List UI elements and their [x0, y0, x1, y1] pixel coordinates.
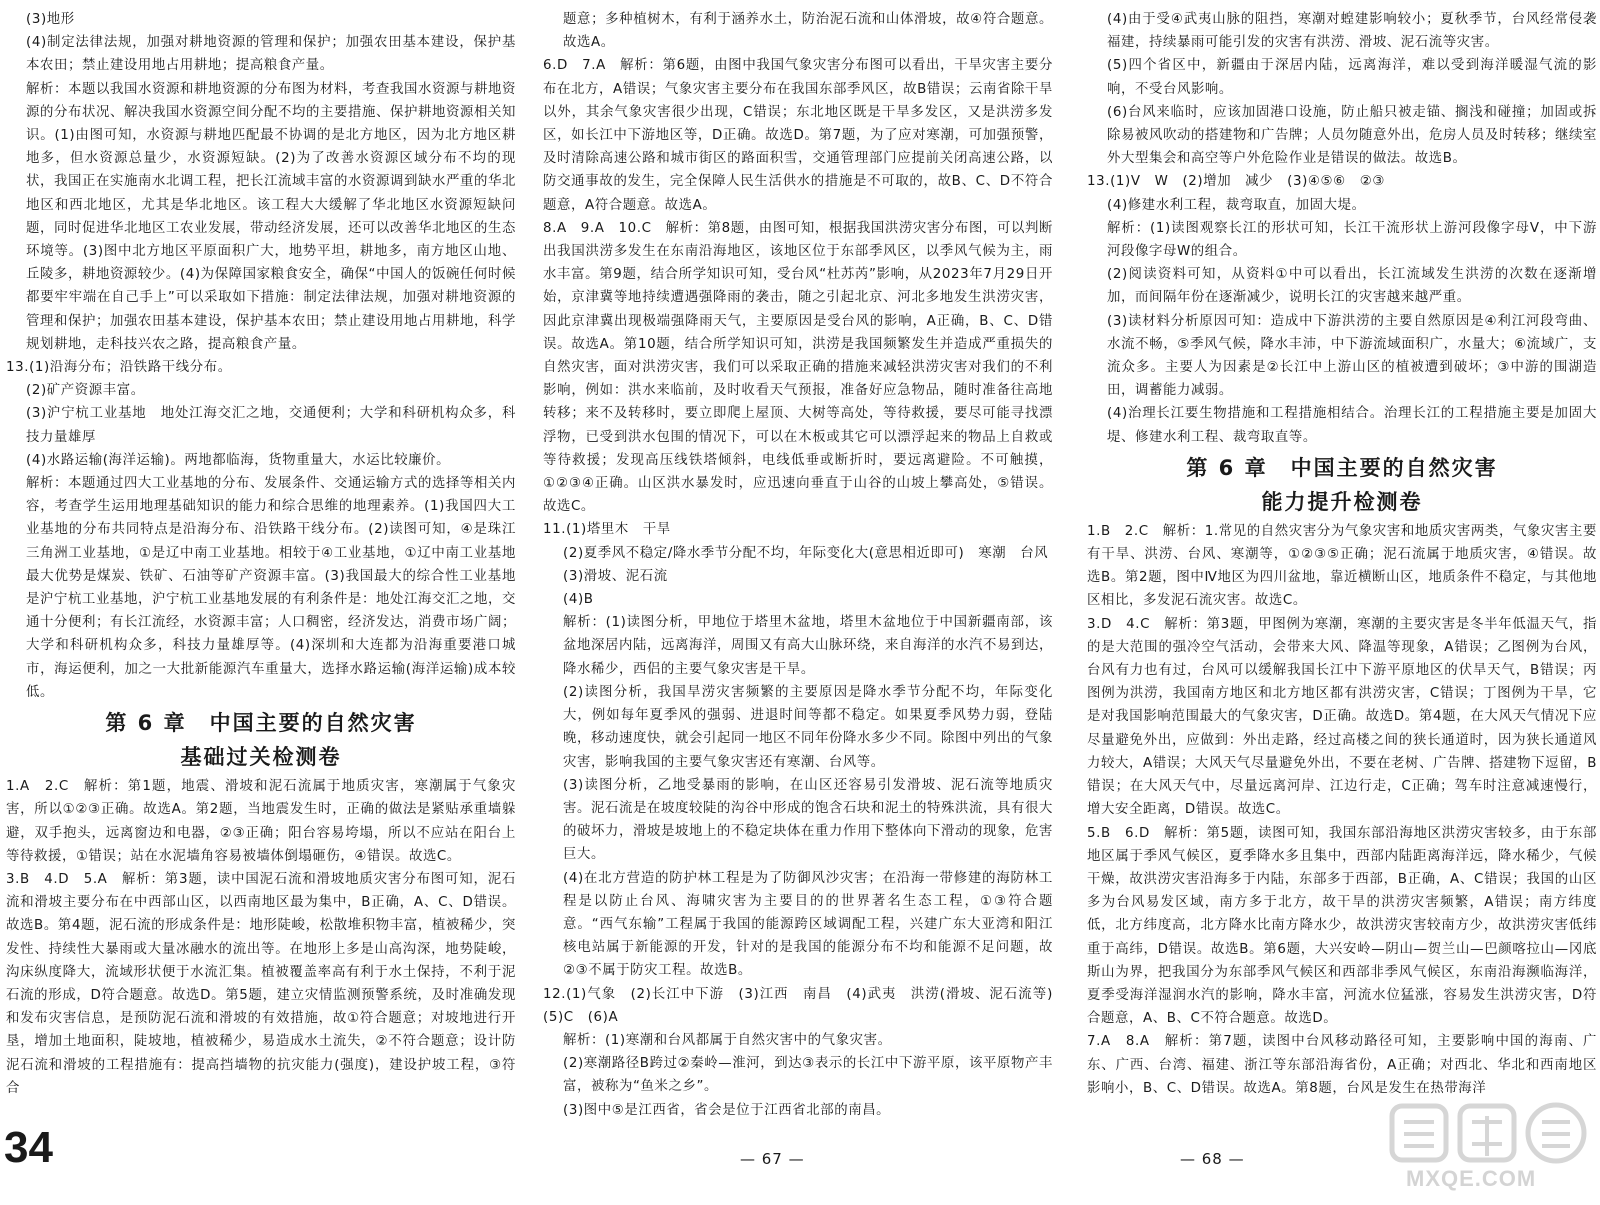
paragraph: (3)地形: [26, 12, 75, 27]
paragraph: 解析：本题以我国水资源和耕地资源的分布图为材料，考查我国水资源与耕地资源的分布状况、解决我国水资源空间分配不均的主要措施、保护耕地资源相关知识。(1)由图可知，水资源与耕地匹配最不协调的是北方地区，因为北方地区耕地多，但水资源总量少，水资源短缺。(2)为了改善水资源区域分布不均的现状，我国正在实施南水北调工程，把长江流域丰富的水资源调到缺水严重的华北地区和西北地区，尤其是华北地区。该工程大大缓解了华北地区水资源短缺问题，同时促进华北地区工农业发展，带动经济发展，还可以改善华北地区的生态环境等。(3)图中北方地区平原面积广大，地势平坦，耕地多，南方地区山地、丘陵多，耕地资源较少。(4)为保障国家粮食安全，确保“中国人的饭碗任何时候都要牢牢端在自己手上”可以采取如下措施：制定法律法规，加强对耕地资源的管理和保护；加强农田基本建设，保护基本农田；禁止建设用地占用耕地，科学规划耕地，走科技兴农之路，提高粮食产量。: [26, 81, 516, 352]
paragraph: (3)沪宁杭工业基地 地处江海交汇之地，交通便利；大学和科研机构众多，科技力量雄厚: [26, 406, 516, 445]
page-folio-67: — 67 —: [740, 1150, 805, 1168]
page-folio-68: — 68 —: [1180, 1150, 1245, 1168]
paragraph: 5.B 6.D 解析：第5题，读图可知，我国东部沿海地区洪涝灾害较多，由于东部地区属于季风气候区，夏季降水多且集中，西部内陆距离海洋远，降水稀少，气候干燥，故洪涝灾害沿海多于内陆，东部多于西部，B正确，A、C错误；我国的山区多为台风易发区域，南方多于北方，故干旱的洪涝灾害频繁，A错误；南方纬度低，北方纬度高，北方降水比南方降水少，故洪涝灾害较南方少，故洪涝灾害低纬重于高纬，D错误。故选B。第6题，大兴安岭—阴山—贺兰山—巴颜喀拉山—冈底斯山为界，把我国分为东部季风气候区和西部非季风气候区，东南沿海濒临海洋，夏季受海洋湿润水汽的影响，降水丰富，河流水位猛涨，容易发生洪涝灾害，D符合题意，A、B、C不符合题意。故选D。: [1087, 825, 1597, 1027]
right-column: [1087, 8, 1597, 1138]
paragraph: 8.A 9.A 10.C 解析：第8题，由图可知，根据我国洪涝灾害分布图，可以判断出我国洪涝多发生在东南沿海地区，该地区位于东部季风区，以季风气候为主，雨水丰富。第9题，结合所学知识可知，受台风“杜苏芮”影响，从2023年7月29日开始，京津冀等地持续遭遇强降雨的袭击，随之引起北京、河北多地发生洪涝灾害，因此京津冀出现极端强降雨天气，主要原因是受台风的影响，A正确，B、C、D错误。故选A。第10题，结合所学知识可知，洪涝是我国频繁发生并造成严重损失的自然灾害，面对洪涝灾害，我们可以采取正确的措施来减轻洪涝灾害对我们的不利影响，例如：洪水来临前，及时收看天气预报，准备好应急物品，随时准备往高地转移；来不及转移时，要立即爬上屋顶、大树等高处，等待救援，要尽可能寻找漂浮物，已受到洪水包围的情况下，可以在木板或其它可以漂浮起来的物品上自救或等待救援；发现高压线铁塔倾斜，电线低垂或断折时，要远离避险。不可触摸，①②③④正确。山区洪水暴发时，应迅速向垂直于山谷的山坡上攀高处，⑤错误。故选C。: [543, 220, 1053, 515]
paragraph: 1.B 2.C 解析：1.常见的自然灾害分为气象灾害和地质灾害两类，气象灾害主要有干旱、洪涝、台风、寒潮等，①②③⑤正确；泥石流属于地质灾害，④错误。故选B。第2题，图中Ⅳ地区为四川盆地，靠近横断山区，地质条件不稳定，与其他地区相比，多发泥石流灾害。故选C。: [1087, 523, 1597, 609]
paragraph: (4)水路运输(海洋运输)。两地都临海，货物重量大，水运比较廉价。: [26, 452, 451, 468]
section-heading: 第 6 章 中国主要的自然灾害: [1186, 455, 1498, 480]
section-heading: 第 6 章 中国主要的自然灾害: [105, 711, 417, 736]
paragraph: (2)夏季风不稳定/降水季节分配不均，年际变化大(意思相近即可) 寒潮 台风: [563, 545, 1049, 561]
paragraph: (4)制定法律法规，加强对耕地资源的管理和保护；加强农田基本建设，保护基本农田；禁止建设用地占用耕地；提高粮食产量。: [26, 35, 516, 74]
paragraph: (3)读图分析，乙地受暴雨的影响，在山区还容易引发滑坡、泥石流等地质灾害。泥石流是在坡度较陡的沟谷中形成的饱含石块和泥土的特殊洪流，具有很大的破坏力，滑坡是坡地上的不稳定块体在重力作用下整体向下滑动的现象，危害巨大。: [563, 777, 1053, 863]
paragraph: 3.D 4.C 解析：第3题，甲图例为寒潮，寒潮的主要灾害是冬半年低温天气，指的是大范围的强冷空气活动，会带来大风、降温等现象，A错误；乙图例为台风，台风有力也有过，台风可以缓解我国长江中下游平原地区的伏旱天气，B错误；丙图例为洪涝，我国南方地区和北方地区都有洪涝灾害，C错误；丁图例为干旱，它是对我国影响范围最大的气象灾害，D正确。故选D。第4题，在大风天气情况下应尽量避免外出，应做到：外出走路，经过高楼之间的狭长通道时，因为狭长通道风力较大，A错误；大风天气尽量避免外出，不要在老树、广告牌、搭建物下逗留，B错误；在大风天气中，尽量远离河岸、江边行走，C正确；驾车时注意减速慢行，增大安全距离，D错误。故选C。: [1087, 616, 1597, 818]
paragraph: (3)滑坡、泥石流: [563, 568, 668, 584]
page-number-large: 34: [4, 1123, 53, 1172]
paragraph: (2)阅读资料可知，从资料①中可以看出，长江流域发生洪涝的次数在逐渐增加，而间隔年份在逐渐减少，说明长江的灾害越来越严重。: [1107, 267, 1597, 306]
section-heading: 基础过关检测卷: [180, 745, 342, 770]
paragraph: 解析：本题通过四大工业基地的分布、发展条件、交通运输方式的选择等相关内容，考查学生运用地理基础知识的能力和综合思维的地理素养。(1)我国四大工业基地的分布共同特点是沿海分布、沿铁路干线分布。(2)读图可知，④是珠江三角洲工业基地，①是辽中南工业基地。相较于④工业基地，①辽中南工业基地最大优势是煤炭、铁矿、石油等矿产资源丰富。(3)我国最大的综合性工业基地是沪宁杭工业基地，沪宁杭工业基地发展的有利条件是：地处江海交汇之地，交通十分便利；有长江流经，水资源丰富；人口稠密，经济发达，消费市场广阔；大学和科研机构众多，科技力量雄厚等。(4)深圳和大连都为沿海重要港口城市，海运便利，加之一大批新能源汽车重量大，选择水路运输(海洋运输)成本较低。: [26, 476, 516, 700]
paragraph: (4)治理长江要生物措施和工程措施相结合。治理长江的工程措施主要是加固大堤、修建水利工程、裁弯取直等。: [1107, 406, 1597, 445]
paragraph: 7.A 8.A 解析：第7题，读图中台风移动路径可知，主要影响中国的海南、广东、广西、台湾、福建、浙江等东部沿海省份，A正确；对西北、华北和西南地区影响小，B、C、D错误。故选A。第8题，台风是发生在热带海洋: [1087, 1034, 1597, 1096]
paragraph: 解析：(1)读图观察长江的形状可知，长江干流形状上游河段像字母V，中下游河段像字母W的组合。: [1107, 220, 1597, 260]
paragraph: 3.B 4.D 5.A 解析：第3题，读中国泥石流和滑坡地质灾害分布图可知，泥石流和滑坡主要分布在中西部山区，以西南地区最为集中，B正确，A、C、D错误。故选B。第4题，泥石流的形成条件是：地形陡峻，松散堆积物丰富，植被稀少，突发性、持续性大暴雨或大量冰融水的流出等。在地形上多是山高沟深，地势陡峻，沟床纵度降大，流域形状便于水流汇集。植被覆盖率高有利于水土保持，不利于泥石流的形成，D符合题意。故选D。第5题，建立灾情监测预警系统，及时准确发现和发布灾害信息，是预防泥石流和滑坡的有效措施，故①符合题意；对坡地进行开垦，增加土地面积，陡坡地，植被稀少，易造成水土流失，②不符合题意；设计防泥石流和滑坡的工程措施有：提高挡墙物的抗灾能力(强度)，建设护坡工程，③符合: [6, 871, 516, 1096]
middle-column: [543, 8, 1067, 1138]
paragraph: 解析：(1)寒潮和台风都属于自然灾害中的气象灾害。: [563, 1032, 892, 1048]
watermark-logo: [1388, 1100, 1594, 1200]
paragraph: (2)读图分析，我国旱涝灾害频繁的主要原因是降水季节分配不均，年际变化大，例如每年夏季风的强弱、进退时间等都不稳定。如果夏季风势力弱，登陆晚，移动速度快，就会引起同一地区不同年份降水多少不同。除图中列出的气象灾害，影响我国的主要气象灾害还有寒潮、台风等。: [563, 684, 1053, 770]
paragraph: 6.D 7.A 解析：第6题，由图中我国气象灾害分布图可以看出，干旱灾害主要分布在北方，A错误；气象灾害主要分布在我国东部季风区，故B错误；云南省除干旱以外，其余气象灾害很少出现，C错误；东北地区既是干旱多发区，又是洪涝多发区，如长江中下游地区等，D正确。故选D。第7题，为了应对寒潮，可加强预警，及时清除高速公路和城市街区的路面积雪，交通管理部门应提前关闭高速公路，以防交通事故的发生，完全保障人民生活供水的措施是不可取的，故B、C、D不符合题意，A符合题意。故选A。: [543, 58, 1053, 213]
paragraph: 解析：(1)读图分析，甲地位于塔里木盆地，塔里木盆地位于中国新疆南部，该盆地深居内陆，远离海洋，周围又有高大山脉环绕，来自海洋的水汽不易到达，降水稀少，西侣的主要气象灾害是干旱。: [563, 615, 1053, 677]
paragraph: 题意；多种植树木，有利于涵养水土，防治泥石流和山体滑坡，故④符合题意。故选A。: [563, 12, 1053, 51]
watermark-site: MXQE.COM: [1406, 1166, 1537, 1191]
paragraph: 12.(1)气象 (2)长江中下游 (3)江西 南昌 (4)武夷 洪涝(滑坡、泥石流等) (5)C (6)A: [543, 986, 1067, 1025]
paragraph: 13.(1)沿海分布；沿铁路干线分布。: [6, 360, 232, 376]
paragraph: 11.(1)塔里木 干旱: [543, 522, 671, 538]
paragraph: (4)修建水利工程，裁弯取直，加固大堤。: [1107, 197, 1366, 213]
paragraph: (3)图中⑤是江西省，省会是位于江西省北部的南昌。: [563, 1102, 891, 1118]
section-heading: 能力提升检测卷: [1261, 489, 1423, 514]
paragraph: (2)寒潮路径B跨过②秦岭—淮河，到达③表示的长江中下游平原，该平原物产丰富，被称为“鱼米之乡”。: [563, 1056, 1053, 1095]
paragraph: (3)读材料分析原因可知：造成中下游洪涝的主要自然原因是④利江河段弯曲、水流不畅，⑤季风气候，降水丰沛，中下游流域面积广，水量大；⑥流域广，支流众多。主要人为因素是②长江中上游山区的植被遭到破坏；③中游的围湖造田，调蓄能力减弱。: [1107, 313, 1597, 399]
paragraph: (4)在北方营造的防护林工程是为了防御风沙灾害；在沿海一带修建的海防林工程是以防止台风、海啸灾害为主要目的的世界著名生态工程，①③符合题意。“西气东输”工程属于我国的能源跨区域调配工程，兴建广东大亚湾和阳江核电站属于新能源的开发，针对的是我国的能源分布不均和能源不足问题，故②③不属于防灾工程。故选B。: [563, 870, 1053, 979]
paragraph: 13.(1)V W (2)增加 减少 (3)④⑤⑥ ②③: [1087, 174, 1385, 190]
paragraph: 1.A 2.C 解析：第1题，地震、滑坡和泥石流属于地质灾害，寒潮属于气象灾害，所以①②③正确。故选A。第2题，当地震发生时，正确的做法是紧贴承重墙躲避，双手抱头，远离窗边和电器，②③正确；阳台容易垮塌，所以不应站在阳台上等待救援，①错误；站在水泥墙角容易被墙体倒塌砸伤，④错误。故选C。: [6, 779, 516, 864]
paragraph: (4)B: [563, 592, 594, 608]
paragraph: (2)矿产资源丰富。: [26, 383, 145, 399]
watermark-logo-icon: [1388, 1100, 1594, 1170]
paragraph: (6)台风来临时，应该加固港口设施，防止船只被走锚、搁浅和碰撞；加固或拆除易被风吹动的搭建物和广告牌；人员勿随意外出，危房人员及时转移；继续室外大型集会和高空等户外危险作业是错误的做法。故选B。: [1107, 104, 1597, 167]
paragraph: (5)四个省区中，新疆由于深居内陆，远离海洋，难以受到海洋暖湿气流的影响，不受台风影响。: [1107, 58, 1597, 97]
paragraph: (4)由于受④武夷山脉的阻挡，寒潮对蝗建影响较小；夏秋季节，台风经常侵袭福建，持续暴雨可能引发的灾害有洪涝、滑坡、泥石流等灾害。: [1107, 12, 1597, 51]
left-column: [6, 8, 516, 1138]
